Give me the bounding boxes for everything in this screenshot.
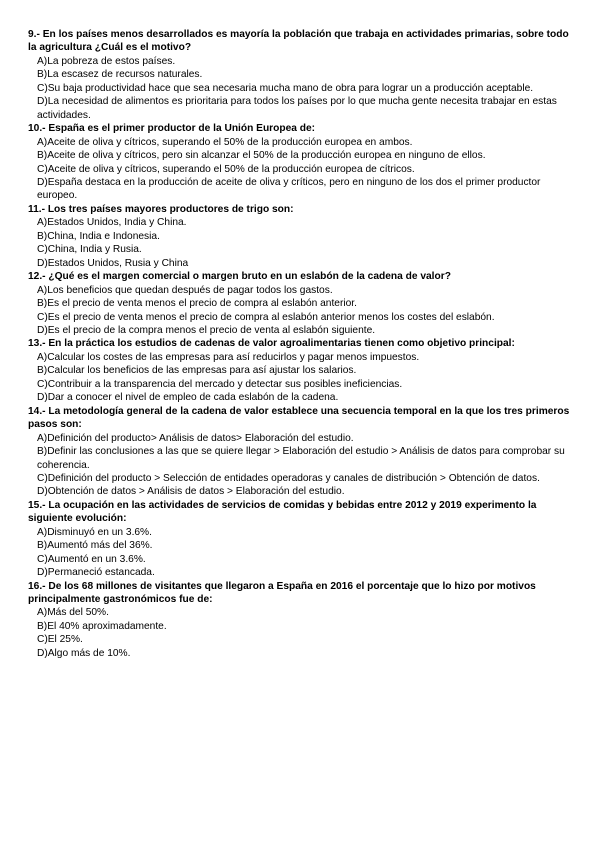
question-10 [28,122,576,203]
option-d: D)Dar a conocer el nivel de empleo de cada eslabón de la cadena. [37,392,339,404]
option-b: B)China, India e Indonesia. [37,230,160,242]
option-c: C)Definición del producto > Selección de entidades operadoras y canales de distribución > Obtención de datos. [37,472,540,484]
option-d: D)Obtención de datos > Análisis de datos > Elaboración del estudio. [37,486,345,498]
option-b: B)Es el precio de venta menos el precio de compra al eslabón anterior. [37,298,357,310]
question-text: 9.- En los países menos desarrollados es mayoría la población que trabaja en actividades primarias, sobre todo la agricultura ¿Cuál es el motivo? [28,29,569,54]
option-d: D)Algo más de 10%. [37,647,131,659]
option-d: D)Permaneció estancada. [37,567,155,579]
option-b: B)Aumentó más del 36%. [37,540,153,552]
question-12 [28,270,576,337]
option-b: B)Aceite de oliva y cítricos, pero sin alcanzar el 50% de la producción europea en ninguno de ellos. [37,150,486,162]
question-text: 11.- Los tres países mayores productores de trigo son: [28,203,294,215]
question-text: 16.- De los 68 millones de visitantes que llegaron a España en 2016 el porcentaje que lo hizo por motivos principalmente gastronómicos fue de: [28,580,536,606]
option-b: B)La escasez de recursos naturales. [37,69,203,81]
option-c: C)Aceite de oliva y cítricos, superando el 50% de la producción europea de cítricos. [37,163,415,175]
question-text: 10.- España es el primer productor de la Unión Europea de: [28,123,316,135]
option-c: C)Es el precio de venta menos el precio de compra al eslabón anterior menos los costes del eslabón. [37,311,495,323]
option-a: A)Los beneficios que quedan después de pagar todos los gastos. [37,284,333,296]
question-15 [28,499,576,580]
question-16 [28,580,576,661]
option-a: A)Más del 50%. [37,607,109,619]
option-c: C)Contribuir a la transparencia del mercado y detectar sus posibles ineficiencias. [37,378,403,390]
option-a: A)Disminuyó en un 3.6%. [37,526,152,538]
question-9 [28,28,576,122]
question-text: 13.- En la práctica los estudios de cadenas de valor agroalimentarias tienen como objetivo principal: [28,338,515,350]
option-c: C)Aumentó en un 3.6%. [37,553,146,565]
option-a: A)Calcular los costes de las empresas para así reducirlos y pagar menos impuestos. [37,351,420,363]
option-c: C)El 25%. [37,634,83,646]
option-a: A)Definición del producto> Análisis de datos> Elaboración del estudio. [37,432,354,444]
question-13 [28,337,576,404]
question-text: 12.- ¿Qué es el margen comercial o margen bruto en un eslabón de la cadena de valor? [28,271,451,283]
option-b: B)Calcular los beneficios de las empresas para así ajustar los salarios. [37,365,357,377]
option-d: D)Es el precio de la compra menos el precio de venta al eslabón siguiente. [37,324,376,336]
option-c: C)Su baja productividad hace que sea necesaria mucha mano de obra para lograr un a producción aceptable. [37,82,534,94]
option-a: A)Aceite de oliva y cítricos, superando el 50% de la producción europea en ambos. [37,136,413,148]
question-text: 15.- La ocupación en las actividades de servicios de comidas y bebidas entre 2012 y 2019 experimento la siguiente evolución: [28,499,537,525]
exam-document [28,28,576,660]
option-c: C)China, India y Rusia. [37,244,142,256]
question-text: 14.- La metodología general de la cadena de valor establece una secuencia temporal en la que los tres primeros pasos son: [28,405,570,431]
option-a: A)La pobreza de estos países. [37,55,176,67]
question-14 [28,405,576,499]
question-11 [28,203,576,270]
option-a: A)Estados Unidos, India y China. [37,217,187,229]
option-b: B)El 40% aproximadamente. [37,620,167,632]
option-d: D)España destaca en la producción de aceite de oliva y críticos, pero en ninguno de los dos el primer productor europeo. [37,176,541,202]
option-d: D)Estados Unidos, Rusia y China [37,257,189,269]
option-d: D)La necesidad de alimentos es prioritaria para todos los países por lo que mucha gente necesita trabajar en estas actividades. [37,96,557,121]
option-b: B)Definir las conclusiones a las que se quiere llegar > Elaboración del estudio > Análisis de datos para comprobar su coherencia. [37,446,565,471]
